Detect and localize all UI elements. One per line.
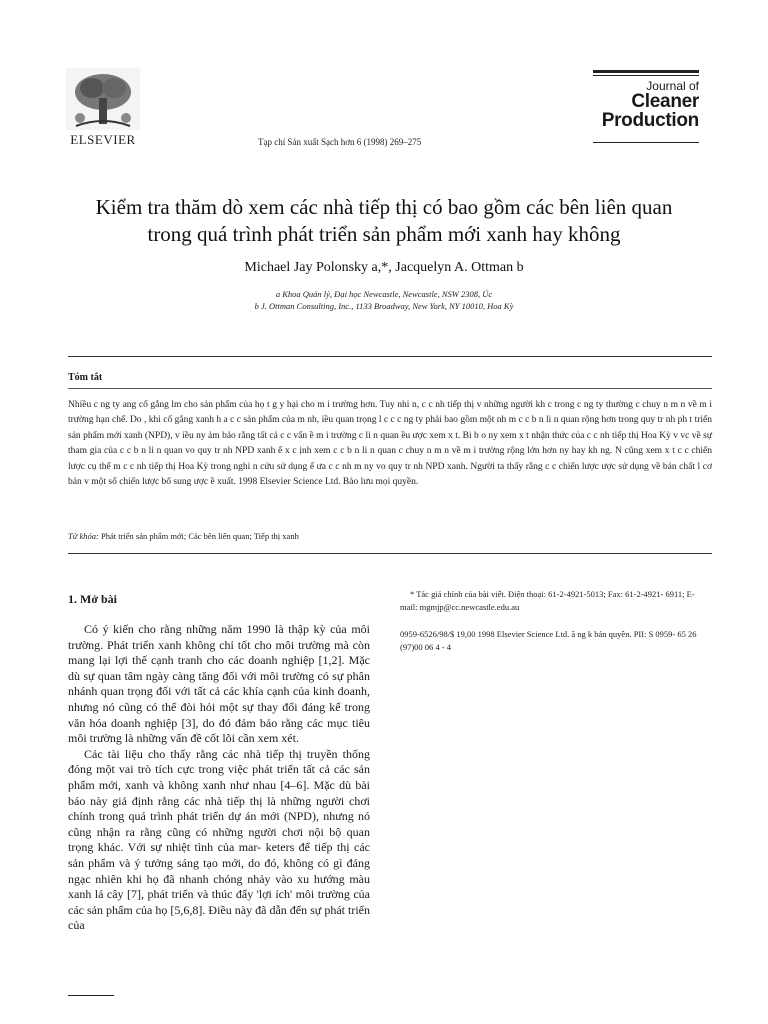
journal-logo-rule-top-thin bbox=[593, 75, 699, 76]
journal-citation: Tạp chí Sản xuất Sạch hơn 6 (1998) 269–275 bbox=[258, 137, 422, 147]
publisher-name: ELSEVIER bbox=[70, 132, 136, 147]
publisher-logo bbox=[62, 68, 144, 150]
journal-logo-line1: Journal of bbox=[646, 79, 699, 93]
corresponding-author-footnote: * Tác giả chính của bài viết. Điện thoại: 61-2-4921-5013; Fax: 61-2-4921- 6911; E-mail: mgmjp@cc.newcastle.edu.au bbox=[400, 589, 695, 612]
affiliation-a: a Khoa Quản lý, Đại học Newcastle, Newcastle, NSW 2308, Úc bbox=[275, 289, 493, 299]
paper-title bbox=[50, 194, 718, 248]
journal-logo-line3: Production bbox=[601, 110, 699, 131]
body-paragraph-2: Các tài liệu cho thấy rằng các nhà tiếp thị truyền thống đóng một vai trò tích cực trong việc phát triển tất cả các sản phẩm mới, xanh và không xanh như nhau [4–6]. Mặc dù bài báo này giả định rằng các nhà tiếp thị là những người chơi chính trong quá trình phát triển dự án mới (NPD), nhưng nó cũng nhận ra rằng cũng có những người chơi nội bộ quan trọng khác. Với sự nhiệt tình của mar- keters để tiếp thị các sản phẩm và ý tưởng sáng tạo mới, do đó, không có gì đáng ngạc nhiên khi họ đã nhanh chóng nhảy vào xu hướng màu xanh lá cây [7], phát triển và thúc đẩy 'lợi ích' môi trường của các sản phẩm của họ [5,6,8]. Điều này đã dẫn đến sự phát triển của bbox=[68, 746, 370, 933]
abstract-text: Nhiều c ng ty ang cố gắng lm cho sản phẩm của họ t g y hại cho m i trường hơn. Tuy nhi n, c c nh tiếp thị v những người kh c trong c ng ty thường c chuy n m n về m i trường hạn chế. Do , khi cố gắng xanh h a c c sản phẩm của m nh, iều quan trọng l c c c ng ty phải bao gồm một nh m c c b n li n quan rộng hơn trong quy tr nh ph t triển sản phẩm mới xanh (NPD), v iều ny ảm bảo rằng tất cả c c vấn ề m i trường c li n quan ều ược xem x t. Bi b o ny xem x t nhận thức của c c nh tiếp thị Hoa Kỳ v vc về sự tham gia của c c b n li n quan vo quy tr nh NPD xanh ể x c ịnh xem c c b n li n quan c chuy n m n về m i trường rộng lớn hơn ny hay kh ng. N cũng xem x t c c chiến lược cụ thể m c c nh tiếp thị Hoa Kỳ trong nghi n cứu sử dụng ể ưa c c nh m ny vo quy tr nh NPD xanh. Người ta thấy rằng c c chiến lược ược sử dụng về bản chất l cơ bản v một số chiến lược bổ sung ược ề xuất. 1998 Elsevier Science Ltd. Bảo lưu mọi quyền. bbox=[68, 400, 712, 488]
abstract-heading: Tóm tắt bbox=[68, 372, 103, 383]
keywords bbox=[68, 531, 712, 541]
affiliation-b: b J. Ottman Consulting, Inc., 1133 Broadway, New York, NY 10010, Hoa Kỳ bbox=[254, 301, 514, 311]
copyright-notice: 0959-6526/98/$ 19,00 1998 Elsevier Science Ltd. ã ng k bản quyền. PII: S 0959- 65 26 (97)00 06 4 - 4 bbox=[400, 629, 697, 652]
divider bbox=[68, 388, 712, 389]
elsevier-tree-icon bbox=[66, 68, 140, 130]
journal-logo-line2: Cleaner bbox=[631, 91, 699, 112]
divider bbox=[68, 356, 712, 357]
paper-title-line1: Kiểm tra thăm dò xem các nhà tiếp thị có bao gồm các bên liên quan bbox=[95, 195, 673, 219]
journal-logo bbox=[593, 80, 699, 130]
body-text bbox=[68, 622, 370, 934]
keywords-label: Từ khóa: bbox=[68, 531, 99, 541]
divider bbox=[68, 553, 712, 554]
journal-logo-rule-top bbox=[593, 70, 699, 73]
journal-logo-rule-bottom bbox=[593, 142, 699, 143]
affiliations bbox=[84, 288, 684, 312]
body-paragraph-1: Có ý kiến cho rằng những năm 1990 là thập kỳ của môi trường. Phát triển xanh không chỉ tốt cho môi trường mà còn mang lại lợi thế cạnh tranh cho các doanh nghiệp [1,2]. Mặc dù sự quan tâm ngày càng tăng đối với môi trường có sự phân nhánh quan trọng đối với tất cả các khía cạnh của kinh doanh, nhưng nó cũng có thể đòi hỏi một sự thay đổi đáng kể trong văn hóa doanh nghiệp [3], do đó đảm bảo rằng các mục tiêu môi trường là những vấn đề cốt lõi cần xem xét. bbox=[68, 622, 370, 746]
keywords-list: Phát triển sản phẩm mới; Các bên liên quan; Tiếp thị xanh bbox=[100, 531, 299, 541]
footnote-rule bbox=[68, 995, 114, 996]
section-heading: 1. Mở bài bbox=[68, 592, 117, 606]
authors: Michael Jay Polonsky a,*, Jacquelyn A. Ottman b bbox=[244, 260, 524, 275]
paper-title-line2: trong quá trình phát triển sản phẩm mới xanh hay không bbox=[147, 222, 621, 246]
